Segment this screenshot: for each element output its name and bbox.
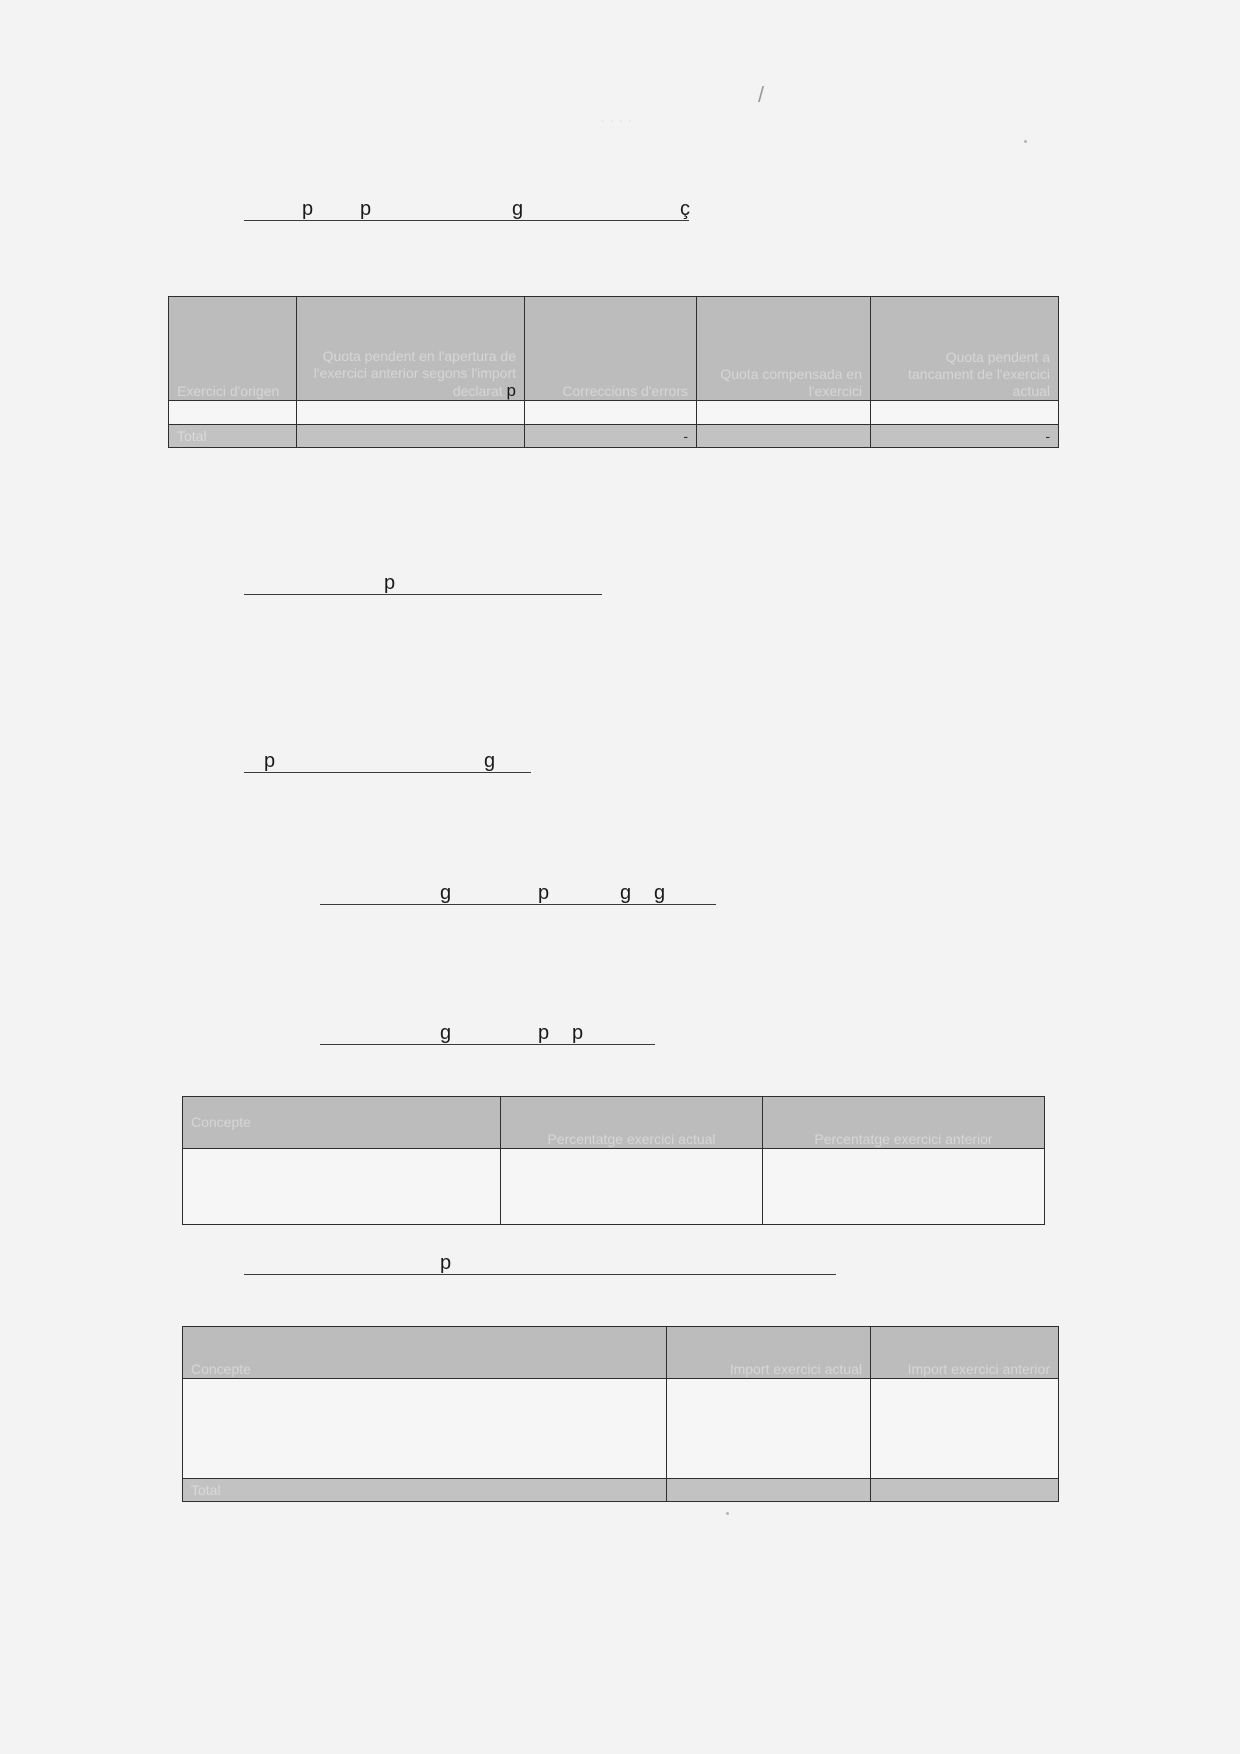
table-cell xyxy=(501,1149,763,1225)
total-cell xyxy=(667,1479,871,1502)
table-total-row xyxy=(183,1479,1059,1502)
table-total-row xyxy=(169,425,1059,448)
speck xyxy=(1024,140,1027,143)
heading-glyph: p xyxy=(572,1022,584,1044)
table-cell xyxy=(763,1149,1045,1225)
heading-glyph: p xyxy=(538,1022,550,1044)
total-cell: - xyxy=(525,425,697,448)
table-cell xyxy=(871,1379,1059,1479)
heading-glyph: g xyxy=(440,882,452,904)
amounts-table xyxy=(182,1326,1059,1502)
heading-glyph: p xyxy=(538,882,550,904)
heading-glyph: p xyxy=(264,750,276,772)
total-label: Total xyxy=(183,1479,667,1502)
carryforward-table xyxy=(168,296,1059,448)
header-slash: / xyxy=(758,82,765,107)
section-6-heading xyxy=(244,1252,836,1275)
header-reference: · · · · xyxy=(600,112,633,129)
table-cell xyxy=(297,401,525,425)
table-header-row xyxy=(169,297,1059,401)
total-label: Total xyxy=(169,425,297,448)
heading-glyph: p xyxy=(302,198,314,220)
column-header: Percentatge exercici actual xyxy=(501,1097,763,1149)
column-header: Percentatge exercici anterior xyxy=(763,1097,1045,1149)
speck xyxy=(726,1512,729,1515)
column-header: Concepte xyxy=(183,1097,501,1149)
column-header: Exercici d'origen xyxy=(169,297,297,401)
total-cell: - xyxy=(871,425,1059,448)
table-cell xyxy=(183,1379,667,1479)
column-header: Concepte xyxy=(183,1327,667,1379)
section-4-heading xyxy=(320,882,716,905)
table-cell xyxy=(183,1149,501,1225)
heading-glyph: p xyxy=(360,198,372,220)
section-3-heading xyxy=(244,750,531,773)
section-5-heading xyxy=(320,1022,655,1045)
heading-glyph: p xyxy=(440,1252,452,1274)
percentage-table xyxy=(182,1096,1045,1225)
total-cell xyxy=(871,1479,1059,1502)
column-header: Quota pendent a tancament de l'exercici actual xyxy=(871,297,1059,401)
table-cell xyxy=(871,401,1059,425)
heading-glyph: p xyxy=(384,572,396,594)
column-header: Import exercici anterior xyxy=(871,1327,1059,1379)
table-header-row xyxy=(183,1327,1059,1379)
table-header-row xyxy=(183,1097,1045,1149)
total-cell xyxy=(697,425,871,448)
total-cell xyxy=(297,425,525,448)
table-cell xyxy=(697,401,871,425)
section-1-heading xyxy=(244,198,689,221)
heading-glyph: ç xyxy=(680,198,690,220)
column-header: Correccions d'errors xyxy=(525,297,697,401)
heading-glyph: g xyxy=(512,198,524,220)
heading-glyph: g xyxy=(620,882,632,904)
header-glyph: p xyxy=(506,381,516,400)
table-row xyxy=(169,401,1059,425)
column-header: Import exercici actual xyxy=(667,1327,871,1379)
table-cell xyxy=(525,401,697,425)
heading-glyph: g xyxy=(440,1022,452,1044)
table-row xyxy=(183,1379,1059,1479)
section-2-heading xyxy=(244,572,602,595)
table-cell xyxy=(667,1379,871,1479)
heading-glyph: g xyxy=(654,882,666,904)
heading-glyph: g xyxy=(484,750,496,772)
column-header: Quota pendent en l'apertura de l'exercici anterior segons l'import declarat p xyxy=(297,297,525,401)
table-row xyxy=(183,1149,1045,1225)
table-cell xyxy=(169,401,297,425)
column-header: Quota compensada en l'exercici xyxy=(697,297,871,401)
